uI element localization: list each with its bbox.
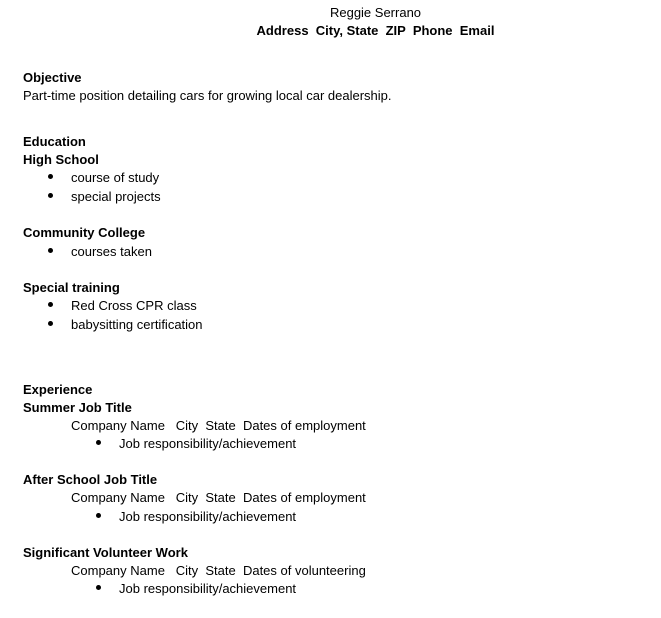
job-title: Significant Volunteer Work bbox=[23, 545, 188, 560]
list-item: Red Cross CPR class bbox=[71, 298, 197, 313]
list-item: Job responsibility/achievement bbox=[119, 581, 297, 596]
bullet bbox=[48, 193, 53, 198]
objective-text: Part-time position detailing cars for growing local car dealership. bbox=[23, 88, 392, 103]
high-school-title: High School bbox=[23, 152, 99, 167]
bullet bbox=[96, 513, 101, 518]
list-item: Job responsibility/achievement bbox=[119, 436, 297, 451]
bullet bbox=[48, 248, 53, 253]
list-item: special projects bbox=[71, 189, 161, 204]
list-item: course of study bbox=[71, 170, 160, 185]
bullet bbox=[48, 302, 53, 307]
job-title: Summer Job Title bbox=[23, 400, 132, 415]
experience-heading: Experience bbox=[23, 382, 93, 397]
job-details: Company Name City State Dates of employment bbox=[71, 418, 366, 433]
bullet bbox=[96, 440, 101, 445]
list-item: courses taken bbox=[71, 244, 152, 259]
job-title: After School Job Title bbox=[23, 472, 158, 487]
education-heading: Education bbox=[23, 134, 86, 149]
bullet bbox=[48, 174, 53, 179]
objective-heading: Objective bbox=[23, 70, 82, 85]
community-college-title: Community College bbox=[23, 225, 146, 240]
list-item: babysitting certification bbox=[71, 317, 203, 332]
resume-name: Reggie Serrano bbox=[329, 5, 422, 20]
bullet bbox=[48, 321, 53, 326]
bullet bbox=[96, 585, 101, 590]
job-details: Company Name City State Dates of volunteering bbox=[71, 563, 366, 578]
job-details: Company Name City State Dates of employment bbox=[71, 490, 366, 505]
special-training-title: Special training bbox=[23, 280, 120, 295]
list-item: Job responsibility/achievement bbox=[119, 509, 297, 524]
contact-line: Address City, State ZIP Phone Email bbox=[256, 23, 495, 38]
